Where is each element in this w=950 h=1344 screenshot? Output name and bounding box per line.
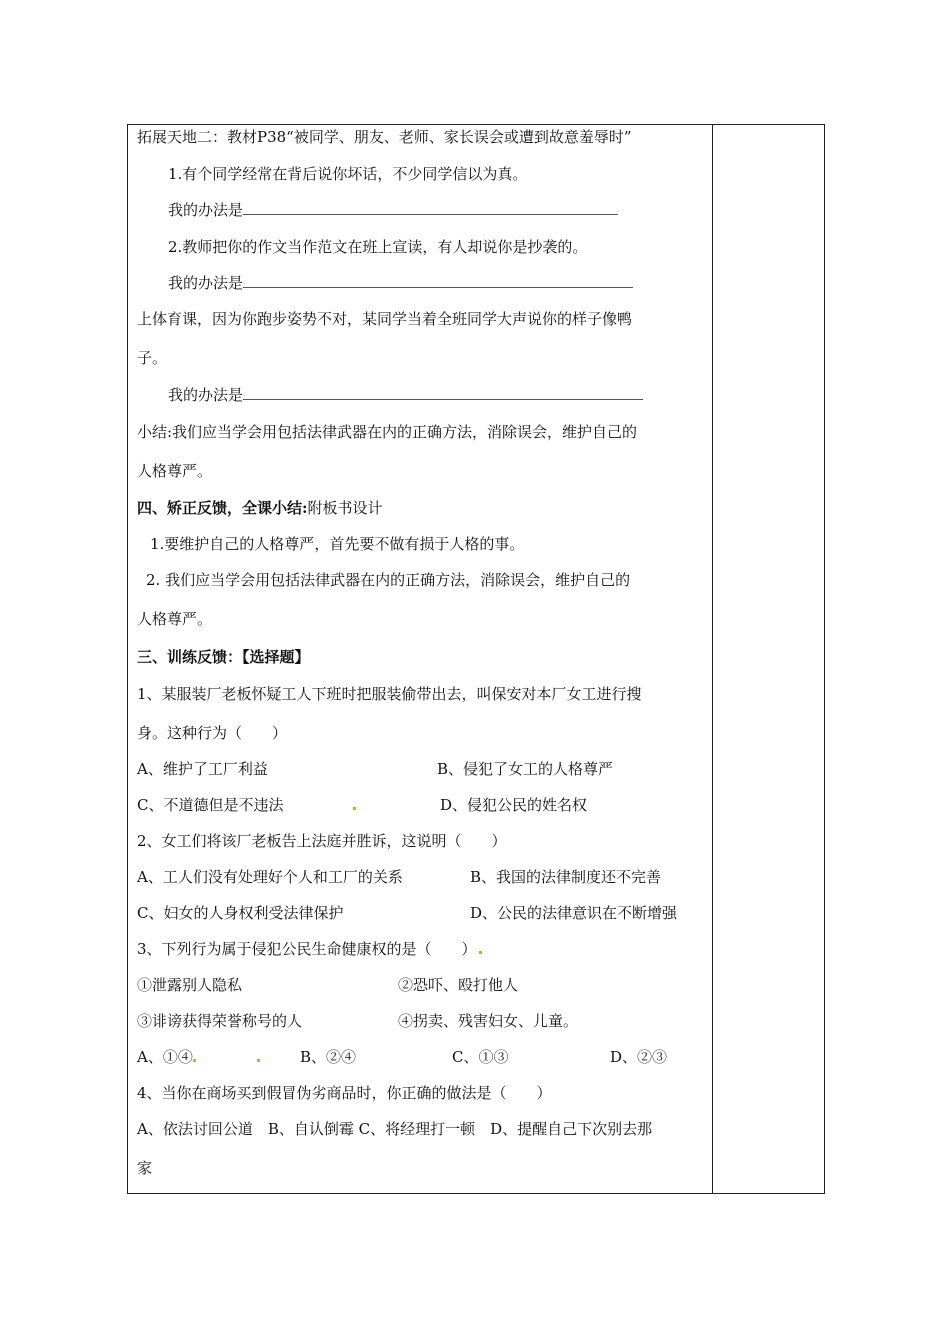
q3-items-row2 <box>0 1011 950 1031</box>
q3-stem: 3、下列行为属于侵犯公民生命健康权的是（ ） <box>137 940 477 958</box>
q1-options-row2 <box>0 795 950 815</box>
q3-option-d[interactable]: D、②③ <box>610 1048 668 1066</box>
q1-options-row1 <box>0 759 950 779</box>
highlight-mark <box>257 1059 260 1062</box>
summary-line2: 人格尊严。 <box>137 462 213 480</box>
q3-items-row1 <box>0 975 950 995</box>
method-line-2: 我的办法是 <box>168 273 633 293</box>
extension-heading: 拓展天地二：教材P38“被同学、朋友、老师、家长误会或遭到故意羞辱时” <box>137 128 632 146</box>
section4-point2-line1: 2. 我们应当学会用包括法律武器在内的正确方法，消除误会，维护自己的 <box>146 571 631 589</box>
q1-option-c[interactable]: C、不道德但是不违法 <box>137 796 284 814</box>
scenario-1: 1.有个同学经常在背后说你坏话，不少同学信以为真。 <box>168 165 528 183</box>
summary-line1: 小结:我们应当学会用包括法律武器在内的正确方法，消除误会，维护自己的 <box>137 423 638 441</box>
q3-option-c[interactable]: C、①③ <box>452 1048 509 1066</box>
scenario-2: 2.教师把你的作文当作范文在班上宣读，有人却说你是抄袭的。 <box>168 238 588 256</box>
q2-option-a[interactable]: A、工人们没有处理好个人和工厂的关系 <box>137 868 403 886</box>
q2-options-row2 <box>0 903 950 923</box>
highlight-mark <box>353 807 356 810</box>
section3-title: 三、训练反馈：【选择题】 <box>137 648 310 666</box>
q4-options-line1[interactable]: A、依法讨回公道 B、自认倒霉 C、将经理打一顿 D、提醒自己下次别去那 <box>137 1120 653 1138</box>
q3-item-1: ①泄露别人隐私 <box>137 976 243 994</box>
q3-item-4: ④拐卖、残害妇女、儿童。 <box>398 1012 579 1030</box>
method-line-1: 我的办法是 <box>168 200 618 220</box>
q3-options-row <box>0 1047 950 1067</box>
highlight-mark <box>479 951 482 954</box>
section4-point2-line2: 人格尊严。 <box>137 610 213 628</box>
q4-stem: 4、当你在商场买到假冒伪劣商品时，你正确的做法是（ ） <box>137 1084 552 1102</box>
q4-options-line2: 家 <box>137 1159 153 1177</box>
q2-option-c[interactable]: C、妇女的人身权利受法律保护 <box>137 904 344 922</box>
q1-option-a[interactable]: A、维护了工厂利益 <box>137 760 268 778</box>
section4-title: 四、矫正反馈，全课小结:附板书设计 <box>137 499 383 517</box>
q1-stem-line2: 身。这种行为（ ） <box>137 724 288 742</box>
q2-option-b[interactable]: B、我国的法律制度还不完善 <box>470 868 662 886</box>
q1-option-d[interactable]: D、侵犯公民的姓名权 <box>440 796 588 814</box>
highlight-mark <box>193 1059 196 1062</box>
q1-stem-line1: 1、某服装厂老板怀疑工人下班时把服装偷带出去，叫保安对本厂女工进行搜 <box>137 685 642 703</box>
scenario-3-line2: 子。 <box>137 349 168 367</box>
q2-option-d[interactable]: D、公民的法律意识在不断增强 <box>470 904 678 922</box>
table-column-divider <box>712 124 713 1194</box>
q3-option-b[interactable]: B、②④ <box>300 1048 357 1066</box>
section4-point1: 1.要维护自己的人格尊严，首先要不做有损于人格的事。 <box>150 535 525 553</box>
scenario-3-line1: 上体育课，因为你跑步姿势不对，某同学当着全班同学大声说你的样子像鸭 <box>137 310 633 328</box>
q1-option-b[interactable]: B、侵犯了女工的人格尊严 <box>437 760 614 778</box>
q2-options-row1 <box>0 867 950 887</box>
q3-item-2: ②恐吓、殴打他人 <box>398 976 519 994</box>
method-line-3: 我的办法是 <box>168 385 643 405</box>
q2-stem: 2、女工们将该厂老板告上法庭并胜诉，这说明（ ） <box>137 832 507 850</box>
q3-option-a[interactable]: A、①④ <box>137 1048 193 1066</box>
q3-item-3: ③诽谤获得荣誉称号的人 <box>137 1012 303 1030</box>
